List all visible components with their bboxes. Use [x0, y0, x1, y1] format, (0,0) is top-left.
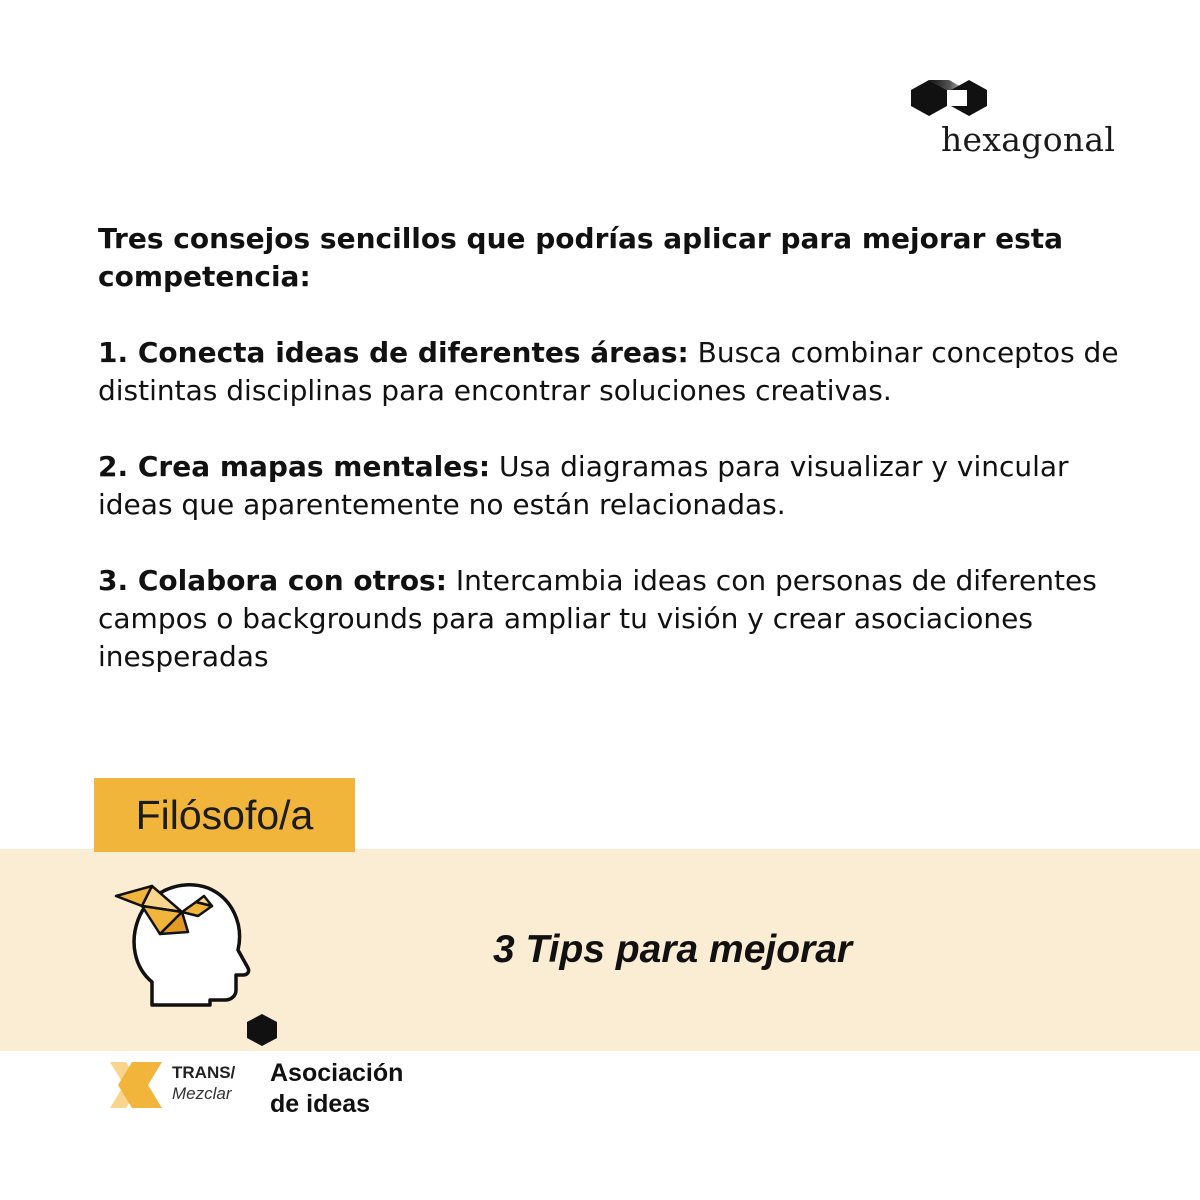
brand-name: hexagonal: [941, 120, 1116, 159]
section-title: 3 Tips para mejorar: [493, 928, 853, 971]
competency-line2: de ideas: [270, 1090, 371, 1118]
head-with-origami-bird-icon: [112, 872, 252, 1012]
tip-title: 2. Crea mapas mentales:: [98, 450, 491, 483]
category-label: [172, 1062, 235, 1104]
tips-content: [98, 220, 1138, 714]
trans-x-icon: [110, 1062, 162, 1108]
tip-text: Intercambia ideas con personas de diferentes campos o backgrounds para ampliar tu visión y crear asociaciones inesperadas: [98, 564, 1097, 673]
hexagonal-logo-icon: [909, 76, 989, 120]
hexagon-bullet-icon: [245, 1012, 279, 1048]
competency-line1: Asociación: [270, 1059, 404, 1087]
tip-item: [98, 562, 1138, 676]
competency-label: [270, 1058, 403, 1120]
tip-item: [98, 334, 1138, 410]
brand-logo: [905, 76, 1116, 166]
tip-text: Usa diagramas para visualizar y vincular ideas que aparentemente no están relacionadas.: [98, 450, 1069, 521]
category-sub: Mezclar: [172, 1084, 232, 1103]
role-tag: Filósofo/a: [94, 778, 355, 852]
intro-text: Tres consejos sencillos que podrías aplicar para mejorar esta competencia:: [98, 222, 1064, 293]
tip-title: 1. Conecta ideas de diferentes áreas:: [98, 336, 689, 369]
category-main: TRANS/: [172, 1063, 236, 1082]
tip-item: [98, 448, 1138, 524]
tip-text: Busca combinar conceptos de distintas disciplinas para encontrar soluciones creativas.: [98, 336, 1119, 407]
tip-title: 3. Colabora con otros:: [98, 564, 447, 597]
